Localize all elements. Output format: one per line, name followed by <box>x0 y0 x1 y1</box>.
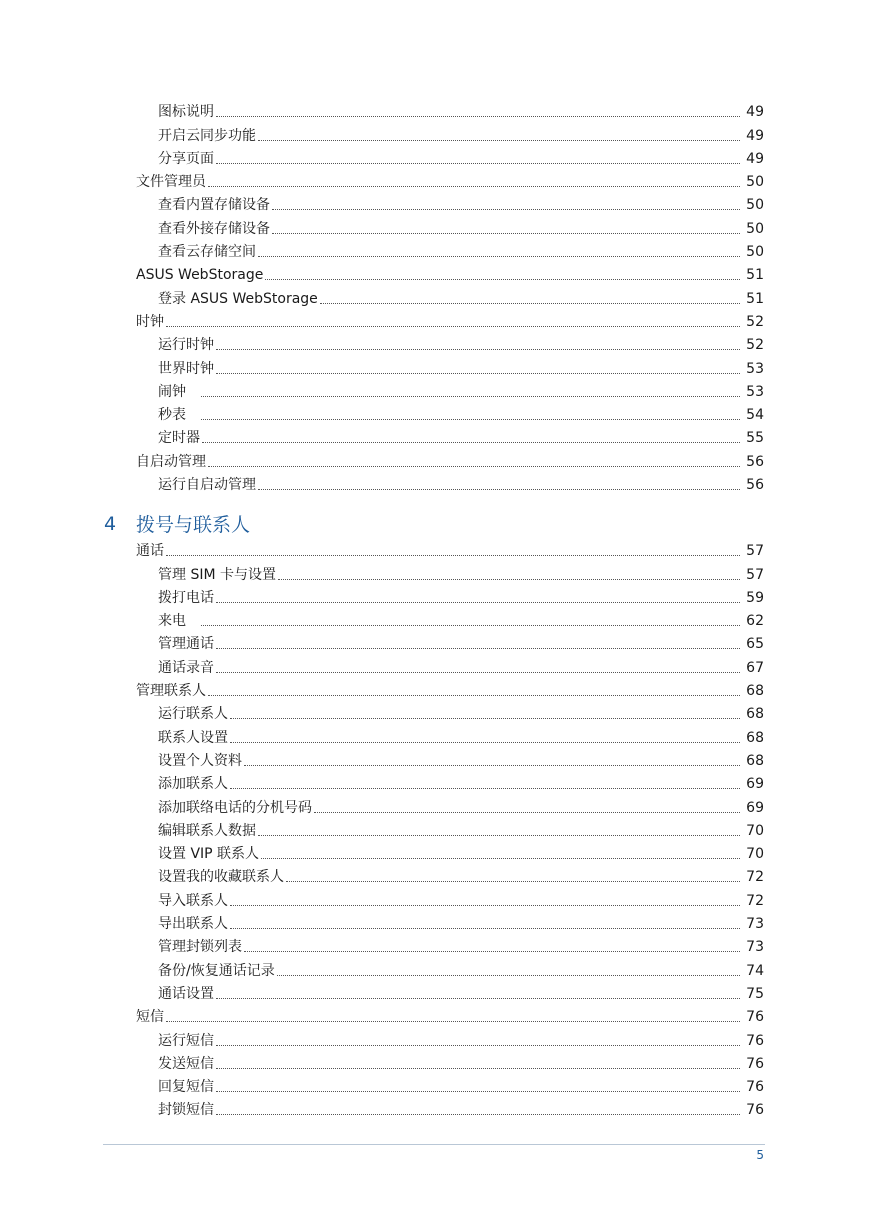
dot-leader <box>216 163 740 164</box>
dot-leader <box>201 419 740 420</box>
toc-entry-page: 76 <box>746 1009 764 1026</box>
toc-entry-page: 50 <box>746 197 764 214</box>
toc-entry[interactable] <box>0 402 764 425</box>
toc-entry[interactable] <box>0 215 764 238</box>
toc-entry[interactable] <box>0 99 764 122</box>
dot-leader <box>261 858 740 859</box>
toc-entry[interactable] <box>0 841 764 864</box>
toc-entry[interactable] <box>0 748 764 771</box>
toc-entry[interactable] <box>0 654 764 677</box>
toc-entry-page: 69 <box>746 776 764 793</box>
toc-entry-title: 时钟 <box>136 313 164 330</box>
toc-entry-title: 封锁短信 <box>158 1102 214 1119</box>
toc-entry[interactable] <box>0 448 764 471</box>
dot-leader <box>258 835 740 836</box>
toc-entry-title: 添加联系人 <box>158 776 228 793</box>
toc-entry[interactable] <box>0 701 764 724</box>
toc-entry-page: 50 <box>746 220 764 237</box>
chapter-heading[interactable] <box>104 510 250 537</box>
toc-entry[interactable] <box>0 608 764 631</box>
toc-entry-title: 运行联系人 <box>158 706 228 723</box>
toc-entry[interactable] <box>0 981 764 1004</box>
toc-entry-page: 59 <box>746 589 764 606</box>
toc-entry-page: 50 <box>746 244 764 261</box>
toc-entry[interactable] <box>0 631 764 654</box>
toc-entry-title: 世界时钟 <box>158 360 214 377</box>
toc-entry[interactable] <box>0 934 764 957</box>
toc-entry-page: 73 <box>746 916 764 933</box>
toc-entry-page: 56 <box>746 453 764 470</box>
toc-entry[interactable] <box>0 285 764 308</box>
toc-entry-page: 67 <box>746 659 764 676</box>
dot-leader <box>216 1114 740 1115</box>
toc-entry-page: 54 <box>746 407 764 424</box>
toc-entry-title: 设置我的收藏联系人 <box>158 869 284 886</box>
toc-entry-page: 56 <box>746 477 764 494</box>
toc-entry-page: 51 <box>746 267 764 284</box>
toc-entry-page: 49 <box>746 127 764 144</box>
toc-entry-title: 通话录音 <box>158 659 214 676</box>
dot-leader <box>166 326 740 327</box>
toc-entry-page: 72 <box>746 892 764 909</box>
toc-entry[interactable] <box>0 678 764 701</box>
dot-leader <box>230 905 740 906</box>
toc-entry[interactable] <box>0 355 764 378</box>
toc-entry[interactable] <box>0 425 764 448</box>
toc-entry-page: 69 <box>746 799 764 816</box>
toc-entry-title: 查看内置存储设备 <box>158 197 270 214</box>
toc-entry-page: 52 <box>746 337 764 354</box>
toc-section-a <box>0 99 869 495</box>
toc-entry-page: 70 <box>746 846 764 863</box>
toc-entry-page: 49 <box>746 104 764 121</box>
toc-entry[interactable] <box>0 1027 764 1050</box>
toc-entry-title: 定时器 <box>158 430 200 447</box>
toc-entry-title: 开启云同步功能 <box>158 127 256 144</box>
toc-entry[interactable] <box>0 864 764 887</box>
toc-entry-page: 68 <box>746 683 764 700</box>
toc-entry-title: 运行短信 <box>158 1032 214 1049</box>
toc-entry-title: 发送短信 <box>158 1055 214 1072</box>
toc-entry-title: 运行时钟 <box>158 337 214 354</box>
toc-entry[interactable] <box>0 309 764 332</box>
toc-entry[interactable] <box>0 585 764 608</box>
toc-entry-title: 回复短信 <box>158 1079 214 1096</box>
toc-entry[interactable] <box>0 239 764 262</box>
toc-entry-title: 导出联系人 <box>158 916 228 933</box>
toc-entry-page: 57 <box>746 543 764 560</box>
dot-leader <box>216 116 740 117</box>
toc-entry-title: 通话设置 <box>158 985 214 1002</box>
dot-leader <box>230 718 740 719</box>
toc-entry-title: 编辑联系人数据 <box>158 822 256 839</box>
dot-leader <box>216 648 740 649</box>
toc-entry-page: 76 <box>746 1102 764 1119</box>
toc-entry-title: 联系人设置 <box>158 729 228 746</box>
toc-entry-page: 76 <box>746 1032 764 1049</box>
toc-entry[interactable] <box>0 146 764 169</box>
dot-leader <box>166 1021 740 1022</box>
chapter-title: 拨号与联系人 <box>136 514 251 536</box>
toc-entry-title: 导入联系人 <box>158 892 228 909</box>
toc-entry-title: 管理封锁列表 <box>158 939 242 956</box>
toc-entry-page: 68 <box>746 706 764 723</box>
toc-entry-page: 51 <box>746 290 764 307</box>
dot-leader <box>278 579 740 580</box>
toc-entry-page: 49 <box>746 150 764 167</box>
toc-entry[interactable] <box>0 794 764 817</box>
toc-entry-title: 文件管理员 <box>136 174 206 191</box>
dot-leader <box>272 209 740 210</box>
toc-entry-title: 设置 VIP 联系人 <box>158 846 260 863</box>
toc-entry-page: 68 <box>746 729 764 746</box>
toc-entry-page: 70 <box>746 822 764 839</box>
toc-entry-page: 52 <box>746 313 764 330</box>
toc-entry[interactable] <box>0 332 764 355</box>
toc-entry[interactable] <box>0 911 764 934</box>
toc-entry-title: 来电 <box>158 613 200 630</box>
toc-entry-title: 备份/恢复通话记录 <box>158 962 275 979</box>
dot-leader <box>216 1068 740 1069</box>
dot-leader <box>230 788 740 789</box>
dot-leader <box>258 256 740 257</box>
toc-entry[interactable] <box>0 379 764 402</box>
toc-entry[interactable] <box>0 1074 764 1097</box>
toc-entry-title: 管理通话 <box>158 636 214 653</box>
footer-page-number: 5 <box>756 1148 764 1162</box>
dot-leader <box>258 489 740 490</box>
toc-entry-page: 50 <box>746 174 764 191</box>
dot-leader <box>230 928 740 929</box>
toc-entry-page: 53 <box>746 360 764 377</box>
toc-entry-title: 运行自启动管理 <box>158 477 256 494</box>
dot-leader <box>201 396 740 397</box>
toc-entry-title: 分享页面 <box>158 150 214 167</box>
toc-entry-page: 62 <box>746 613 764 630</box>
dot-leader <box>216 998 740 999</box>
toc-entry-page: 68 <box>746 752 764 769</box>
toc-entry[interactable] <box>0 1097 764 1120</box>
toc-entry-page: 74 <box>746 962 764 979</box>
toc-entry-page: 65 <box>746 636 764 653</box>
dot-leader <box>258 140 740 141</box>
dot-leader <box>320 303 740 304</box>
toc-entry-page: 76 <box>746 1079 764 1096</box>
toc-entry-title: 闹钟 <box>158 383 200 400</box>
dot-leader <box>244 765 740 766</box>
dot-leader <box>244 951 740 952</box>
toc-entry[interactable] <box>0 169 764 192</box>
toc-entry-title: 自启动管理 <box>136 453 206 470</box>
dot-leader <box>272 233 740 234</box>
dot-leader <box>265 279 740 280</box>
toc-entry-title: 查看云存储空间 <box>158 244 256 261</box>
toc-entry[interactable] <box>0 957 764 980</box>
toc-entry[interactable] <box>0 1004 764 1027</box>
toc-entry-page: 55 <box>746 430 764 447</box>
toc-entry[interactable] <box>0 1051 764 1074</box>
toc-entry-title: 管理联系人 <box>136 683 206 700</box>
toc-entry[interactable] <box>0 472 764 495</box>
toc-entry-title: 登录 ASUS WebStorage <box>158 290 318 307</box>
toc-entry-title: 通话 <box>136 543 164 560</box>
toc-entry-page: 53 <box>746 383 764 400</box>
toc-entry[interactable] <box>0 724 764 747</box>
dot-leader <box>208 466 740 467</box>
dot-leader <box>314 812 740 813</box>
toc-entry-title: 拨打电话 <box>158 589 214 606</box>
dot-leader <box>277 975 740 976</box>
toc-entry-page: 75 <box>746 985 764 1002</box>
toc-entry[interactable] <box>0 192 764 215</box>
toc-entry-title: 短信 <box>136 1009 164 1026</box>
toc-entry-page: 76 <box>746 1055 764 1072</box>
toc-entry-title: 管理 SIM 卡与设置 <box>158 566 276 583</box>
toc-entry[interactable] <box>0 122 764 145</box>
dot-leader <box>216 373 740 374</box>
dot-leader <box>216 349 740 350</box>
toc-entry-page: 72 <box>746 869 764 886</box>
toc-entry-title: 添加联络电话的分机号码 <box>158 799 312 816</box>
toc-entry-page: 73 <box>746 939 764 956</box>
dot-leader <box>230 742 740 743</box>
toc-entry[interactable] <box>0 771 764 794</box>
toc-entry-page: 57 <box>746 566 764 583</box>
toc-entry-title: ASUS WebStorage <box>136 267 264 284</box>
footer-divider <box>103 1144 765 1145</box>
chapter-number: 4 <box>104 512 117 535</box>
toc-entry[interactable] <box>0 561 764 584</box>
toc-entry[interactable] <box>0 538 764 561</box>
dot-leader <box>208 695 740 696</box>
dot-leader <box>208 186 740 187</box>
toc-section-b <box>0 538 869 1120</box>
dot-leader <box>166 555 740 556</box>
toc-entry-title: 秒表 <box>158 407 200 424</box>
dot-leader <box>202 442 740 443</box>
toc-entry[interactable] <box>0 887 764 910</box>
dot-leader <box>201 625 740 626</box>
toc-entry-title: 查看外接存储设备 <box>158 220 270 237</box>
dot-leader <box>286 881 740 882</box>
toc-entry[interactable] <box>0 818 764 841</box>
dot-leader <box>216 672 740 673</box>
dot-leader <box>216 1091 740 1092</box>
toc-entry-title: 设置个人资料 <box>158 752 242 769</box>
dot-leader <box>216 1045 740 1046</box>
dot-leader <box>216 602 740 603</box>
toc-entry[interactable] <box>0 262 764 285</box>
toc-entry-title: 图标说明 <box>158 104 214 121</box>
